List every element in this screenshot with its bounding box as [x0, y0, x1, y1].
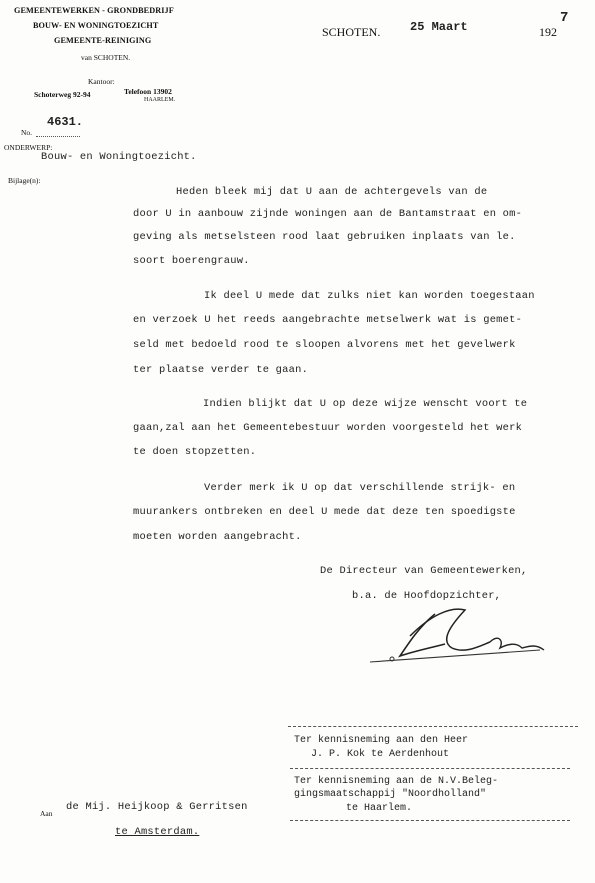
cc-note1-line2: J. P. Kok te Aerdenhout — [311, 749, 450, 760]
body-line: moeten worden aangebracht. — [133, 531, 302, 543]
no-dotted-line — [36, 136, 80, 137]
place: SCHOTEN. — [322, 25, 381, 39]
subject-label: ONDERWERP: — [4, 143, 53, 152]
letterhead-line4: van SCHOTEN. — [81, 53, 131, 62]
signature-icon — [340, 596, 560, 676]
letterhead-line3: GEMEENTE-REINIGING — [54, 36, 152, 45]
body-line: seld met bedoeld rood te sloopen alvorens met het gevelwerk — [133, 339, 516, 351]
no-label: No. — [21, 128, 33, 137]
closing-line2: b.a. de Hoofdopzichter, — [352, 590, 502, 602]
body-line: en verzoek U het reeds aangebrachte metselwerk wat is gemet- — [133, 314, 523, 326]
cc-note2-line2: gingsmaatschappij "Noordholland" — [294, 789, 487, 800]
office-phone: Telefoon 13902 — [124, 87, 172, 96]
cc-divider — [290, 820, 570, 821]
body-line: Verder merk ik U op dat verschillende strijk- en — [204, 482, 516, 494]
closing-line1: De Directeur van Gemeentewerken, — [320, 565, 528, 577]
letterhead-line1: GEMEENTEWERKEN - GRONDBEDRIJF — [14, 6, 174, 15]
body-line: door U in aanbouw zijnde woningen aan de Bantamstraat en om- — [133, 208, 523, 220]
reference-number: 4631. — [47, 115, 84, 129]
body-line: ter plaatse verder te gaan. — [133, 364, 309, 376]
cc-note2-line3: te Haarlem. — [346, 803, 413, 814]
subject-value: Bouw- en Woningtoezicht. — [41, 151, 197, 163]
body-line: Indien blijkt dat U op deze wijze wenscht voort te — [203, 398, 528, 410]
addressee-name: de Mij. Heijkoop & Gerritsen — [66, 801, 248, 813]
cc-divider — [290, 768, 570, 769]
cc-note2-line1: Ter kennisneming aan de N.V.Beleg- — [294, 776, 499, 787]
body-line: te doen stopzetten. — [133, 446, 257, 458]
date-year-prefix: 192 — [539, 25, 557, 39]
date-day-month: 25 Maart — [410, 20, 468, 34]
letterhead-line2: BOUW- EN WONINGTOEZICHT — [33, 21, 159, 30]
addressee-city: te Amsterdam. — [115, 826, 200, 838]
body-line: Ik deel U mede dat zulks niet kan worden toegestaan — [204, 290, 535, 302]
bijlage-label: Bijlage(n): — [8, 176, 41, 185]
body-line: muurankers ontbreken en deel U mede dat deze ten spoedigste — [133, 506, 516, 518]
body-line: gaan,zal aan het Gemeentebestuur worden voorgesteld het werk — [133, 422, 523, 434]
date-year-suffix: 7 — [560, 10, 569, 26]
kantoor-label: Kantoor: — [88, 77, 115, 86]
aan-label: Aan — [40, 809, 53, 818]
body-line: geving als metselsteen rood laat gebruiken inplaats van le. — [133, 231, 516, 243]
office-address: Schoterweg 92-94 — [34, 90, 91, 99]
cc-note1-line1: Ter kennisneming aan den Heer — [294, 735, 469, 746]
office-city: HAARLEM. — [144, 97, 176, 103]
cc-divider — [288, 726, 578, 727]
body-line: Heden bleek mij dat U aan de achtergevels van de — [176, 186, 488, 198]
body-line: soort boerengrauw. — [133, 255, 250, 267]
